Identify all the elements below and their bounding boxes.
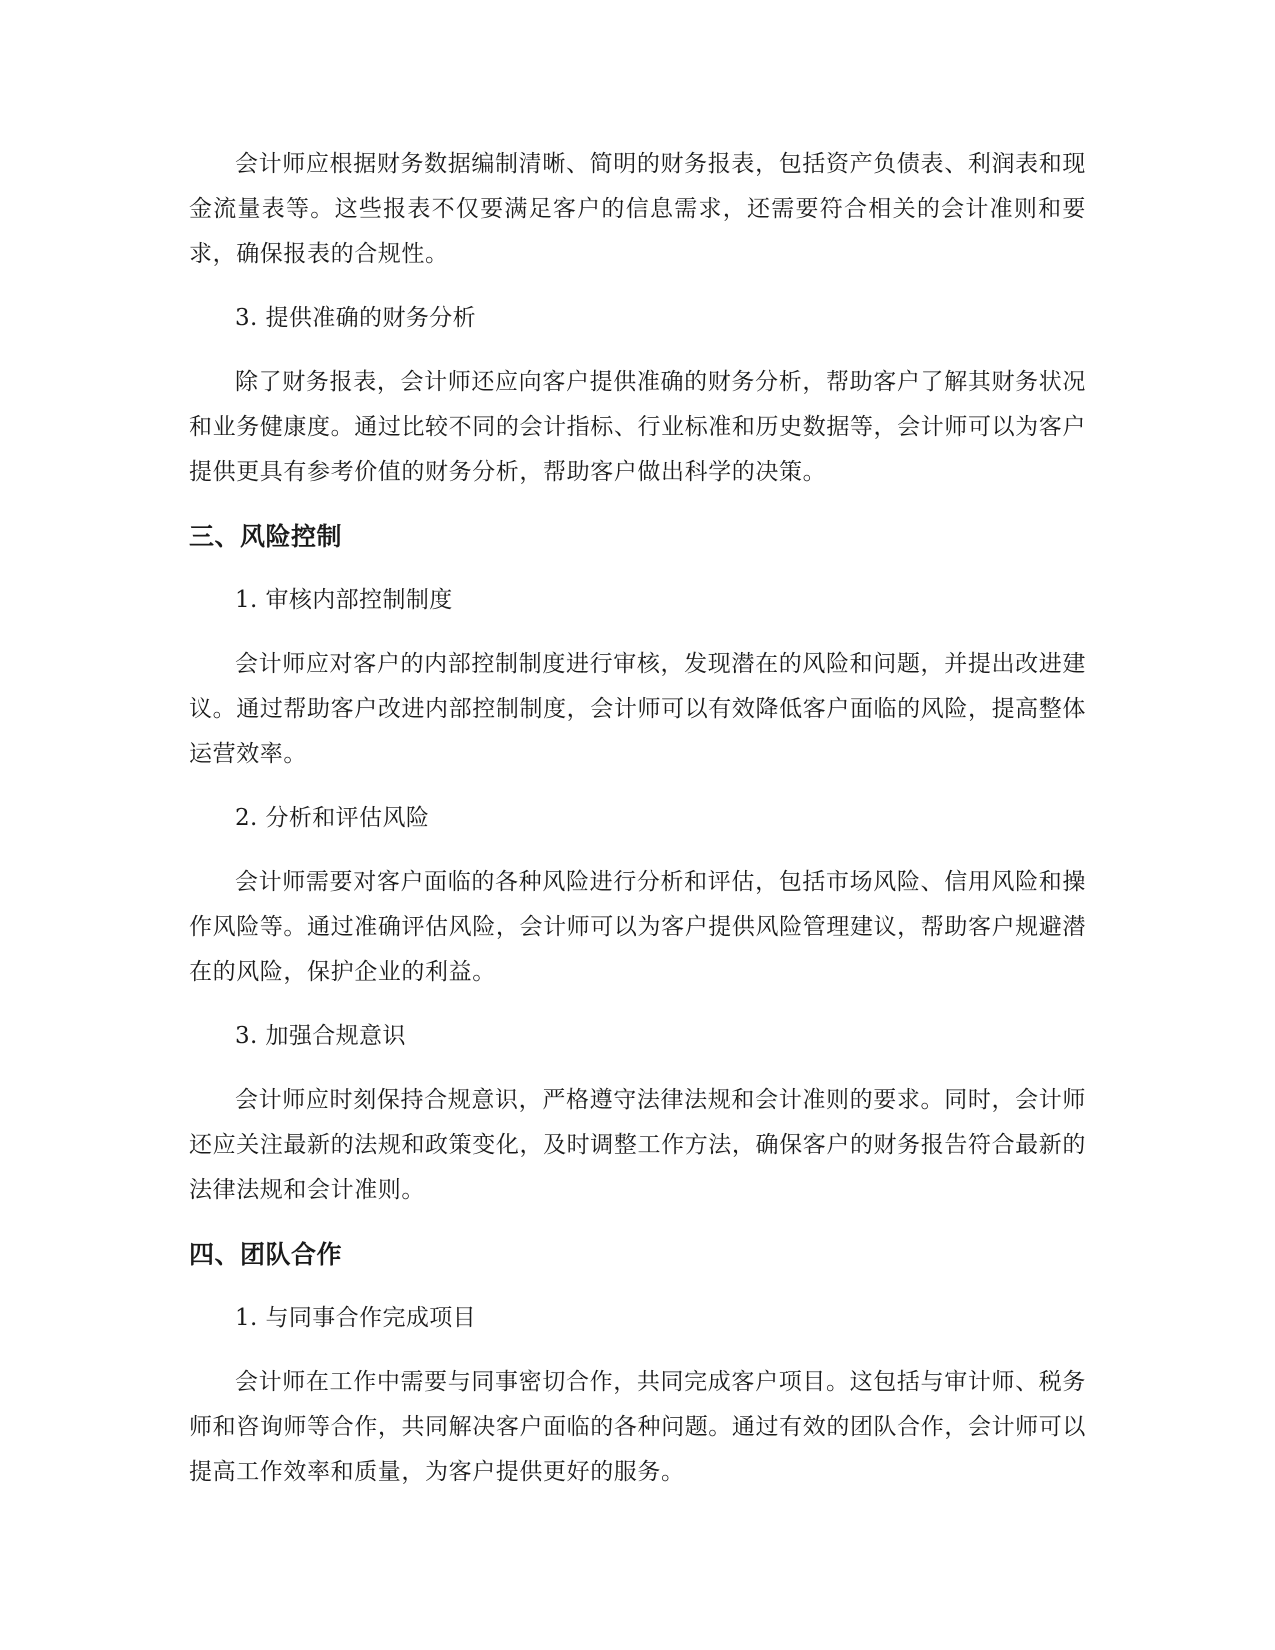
section-heading-teamwork: 四、团队合作 bbox=[189, 1240, 343, 1269]
subheading-internal-control: 1. 审核内部控制制度 bbox=[235, 587, 453, 613]
paragraph-financial-analysis: 除了财务报表，会计师还应向客户提供准确的财务分析，帮助客户了解其财务状况和业务健康度。通过比较不同的会计指标、行业标准和历史数据等，会计师可以为客户提供更具有参考价值的财务分析，帮助客户做出科学的决策。 bbox=[189, 369, 1086, 485]
paragraph-compliance: 会计师应时刻保持合规意识，严格遵守法律法规和会计准则的要求。同时，会计师还应关注最新的法规和政策变化，及时调整工作方法，确保客户的财务报告符合最新的法律法规和会计准则。 bbox=[189, 1087, 1086, 1203]
subheading-collaboration: 1. 与同事合作完成项目 bbox=[235, 1305, 477, 1331]
paragraph-financial-statements: 会计师应根据财务数据编制清晰、简明的财务报表，包括资产负债表、利润表和现金流量表等。这些报表不仅要满足客户的信息需求，还需要符合相关的会计准则和要求，确保报表的合规性。 bbox=[189, 151, 1086, 267]
subheading-risk-assessment: 2. 分析和评估风险 bbox=[235, 805, 430, 831]
paragraph-collaboration: 会计师在工作中需要与同事密切合作，共同完成客户项目。这包括与审计师、税务师和咨询师等合作，共同解决客户面临的各种问题。通过有效的团队合作，会计师可以提高工作效率和质量，为客户提供更好的服务。 bbox=[189, 1369, 1086, 1485]
paragraph-internal-control: 会计师应对客户的内部控制制度进行审核，发现潜在的风险和问题，并提出改进建议。通过帮助客户改进内部控制制度，会计师可以有效降低客户面临的风险，提高整体运营效率。 bbox=[189, 651, 1086, 767]
section-heading-risk-control: 三、风险控制 bbox=[189, 522, 343, 551]
subheading-financial-analysis: 3. 提供准确的财务分析 bbox=[235, 305, 477, 331]
paragraph-risk-assessment: 会计师需要对客户面临的各种风险进行分析和评估，包括市场风险、信用风险和操作风险等。通过准确评估风险，会计师可以为客户提供风险管理建议，帮助客户规避潜在的风险，保护企业的利益。 bbox=[189, 869, 1086, 985]
subheading-compliance: 3. 加强合规意识 bbox=[235, 1023, 406, 1049]
document-body bbox=[189, 142, 1086, 1514]
